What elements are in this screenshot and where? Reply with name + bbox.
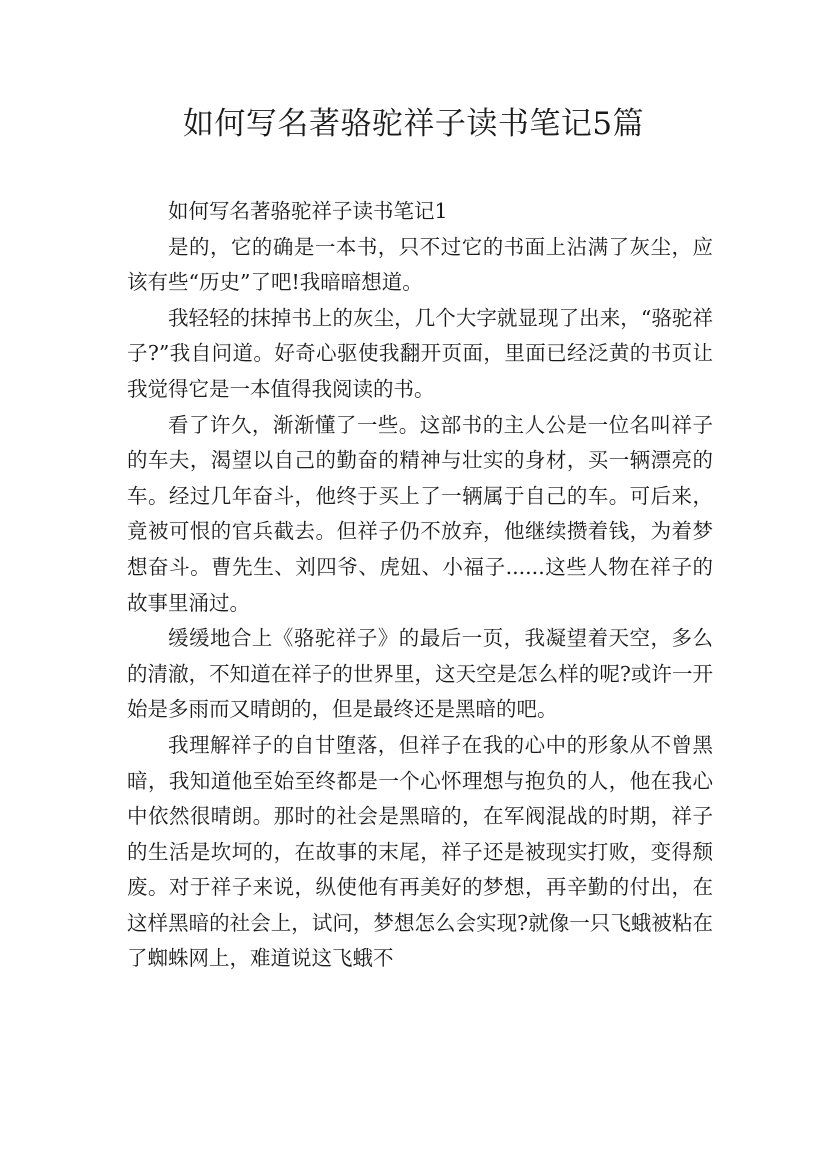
paragraph-4: 缓缓地合上《骆驼祥子》的最后一页，我凝望着天空，多么的清澈，不知道在祥子的世界里，这天空是怎么样的呢?或许一开始是多雨而又晴朗的，但是最终还是黑暗的吧。 (127, 626, 713, 722)
paragraph-1: 是的，它的确是一本书，只不过它的书面上沾满了灰尘，应该有些“历史”了吧!我暗暗想道。 (127, 234, 713, 295)
document-title: 如何写名著骆驼祥子读书笔记5篇 (182, 106, 645, 142)
section-heading: 如何写名著骆驼祥子读书笔记1 (168, 199, 448, 223)
document-body (127, 194, 713, 977)
paragraph-3: 看了许久，渐渐懂了一些。这部书的主人公是一位名叫祥子的车夫，渴望以自己的勤奋的精神与壮实的身材，买一辆漂亮的车。经过几年奋斗，他终于买上了一辆属于自己的车。可后来，竟被可恨的官兵截去。但祥子仍不放弃，他继续攒着钱，为着梦想奋斗。曹先生、刘四爷、虎妞、小福子......这些人物在祥子的故事里涌过。 (127, 412, 713, 615)
paragraph-5: 我理解祥子的自甘堕落，但祥子在我的心中的形象从不曾黑暗，我知道他至始至终都是一个心怀理想与抱负的人，他在我心中依然很晴朗。那时的社会是黑暗的，在军阀混战的时期，祥子的生活是坎坷的，在故事的末尾，祥子还是被现实打败，变得颓废。对于祥子来说，纵使他有再美好的梦想，再辛勤的付出，在这样黑暗的社会上，试问，梦想怎么会实现?就像一只飞蛾被粘在了蜘蛛网上，难道说这飞蛾不 (127, 732, 713, 971)
paragraph-2: 我轻轻的抹掉书上的灰尘，几个大字就显现了出来，“骆驼祥子?”我自问道。好奇心驱使我翻开页面，里面已经泛黄的书页让我觉得它是一本值得我阅读的书。 (127, 305, 713, 401)
